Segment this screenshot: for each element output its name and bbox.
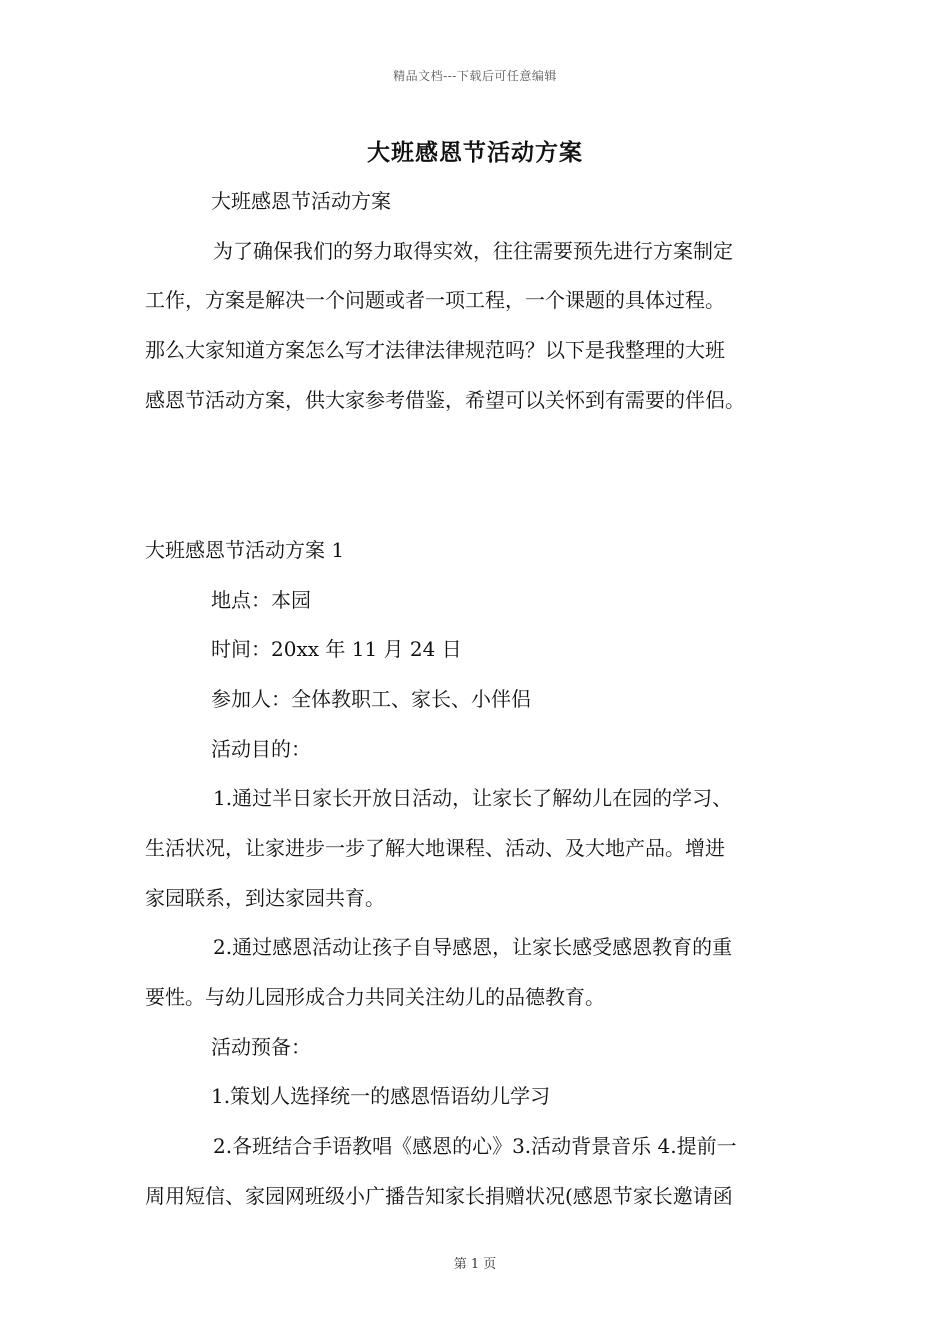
prep-heading: 活动预备： — [211, 1035, 311, 1059]
section-heading: 大班感恩节活动方案 1 — [145, 538, 345, 562]
prep2-line-1: 2.各班结合手语教唱《感恩的心》3.活动背景音乐 4.提前一 — [213, 1134, 737, 1158]
goal1-line-2: 生活状况，让家进步一步了解大地课程、活动、及大地产品。增进 — [145, 836, 725, 860]
goal1-line-1: 1.通过半日家长开放日活动，让家长了解幼儿在园的学习、 — [213, 786, 733, 810]
document-title: 大班感恩节活动方案 — [367, 139, 583, 166]
prep1-line: 1.策划人选择统一的感恩悟语幼儿学习 — [211, 1084, 551, 1108]
goal1-line-3: 家园联系，到达家园共育。 — [145, 886, 385, 910]
participants-line: 参加人：全体教职工、家长、小伴侣 — [211, 687, 531, 711]
time-line: 时间：20xx 年 11 月 24 日 — [211, 637, 462, 661]
location-line: 地点：本园 — [211, 588, 311, 612]
intro-line-1: 为了确保我们的努力取得实效，往往需要预先进行方案制定 — [213, 239, 733, 263]
intro-line-4: 感恩节活动方案，供大家参考借鉴，希望可以关怀到有需要的伴侣。 — [145, 388, 745, 412]
intro-line-3: 那么大家知道方案怎么写才法律法律规范吗？以下是我整理的大班 — [145, 338, 725, 362]
page-number: 第 1 页 — [453, 1257, 497, 1272]
header-note: 精品文档---下载后可任意编辑 — [393, 69, 557, 83]
goal2-line-1: 2.通过感恩活动让孩子自导感恩，让家长感受感恩教育的重 — [213, 935, 733, 959]
goal2-line-2: 要性。与幼儿园形成合力共同关注幼儿的品德教育。 — [145, 985, 605, 1009]
subtitle: 大班感恩节活动方案 — [211, 189, 391, 213]
prep2-line-2: 周用短信、家园网班级小广播告知家长捐赠状况(感恩节家长邀请函 — [145, 1184, 733, 1208]
goal-heading: 活动目的： — [211, 737, 311, 761]
intro-line-2: 工作，方案是解决一个问题或者一项工程，一个课题的具体过程。 — [145, 288, 725, 312]
